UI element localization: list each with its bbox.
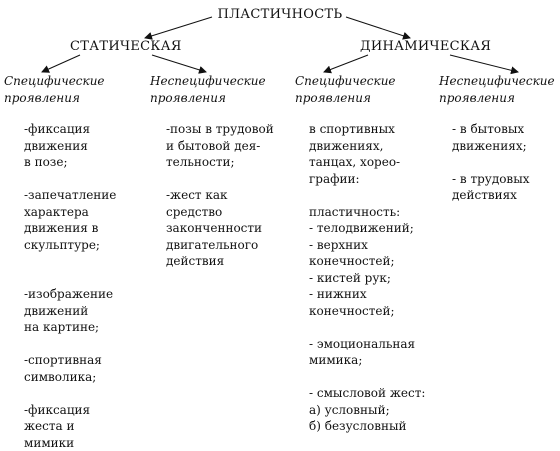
category-dynamic-specific-label: Специфические проявления <box>295 74 396 105</box>
items-static-nonspecific: -позы в трудовой и бытовой дея- тельности; -жест как средство законченности двигательного действия <box>166 122 274 268</box>
category-static-specific-label: Специфические проявления <box>4 74 105 105</box>
arrow-static-to-nonspecific <box>152 55 206 72</box>
category-static-nonspecific-label: Неспецифические проявления <box>150 74 266 105</box>
branch-dynamic: ДИНАМИЧЕСКАЯ <box>360 39 492 54</box>
root-node-title: ПЛАСТИЧНОСТЬ <box>217 7 343 22</box>
arrow-static-to-specific <box>42 55 80 72</box>
category-dynamic-specific <box>295 73 396 107</box>
items-dynamic-specific: в спортивных движениях, танцах, хорео- графии: пластичность: - телодвижений; - верхних конечностей; - кистей рук; - нижних конечностей; - эмоциональная мимика; - смысловой жест: а) условный; б) безусловный <box>309 122 426 433</box>
category-dynamic-nonspecific <box>439 73 555 107</box>
category-static-nonspecific <box>150 73 266 107</box>
branch-static: СТАТИЧЕСКАЯ <box>70 39 182 54</box>
arrow-dynamic-to-specific <box>324 55 368 72</box>
category-dynamic-nonspecific-label: Неспецифические проявления <box>439 74 555 105</box>
items-dynamic-nonspecific: - в бытовых движениях; - в трудовых действиях <box>452 122 530 202</box>
arrow-dynamic-to-nonspecific <box>450 55 518 72</box>
category-static-specific <box>4 73 105 107</box>
items-static-specific: -фиксация движения в позе; -запечатление характера движения в скульптуре; -изображение движений на картине; -спортивная символика; -фиксация жеста и мимики <box>24 122 117 450</box>
